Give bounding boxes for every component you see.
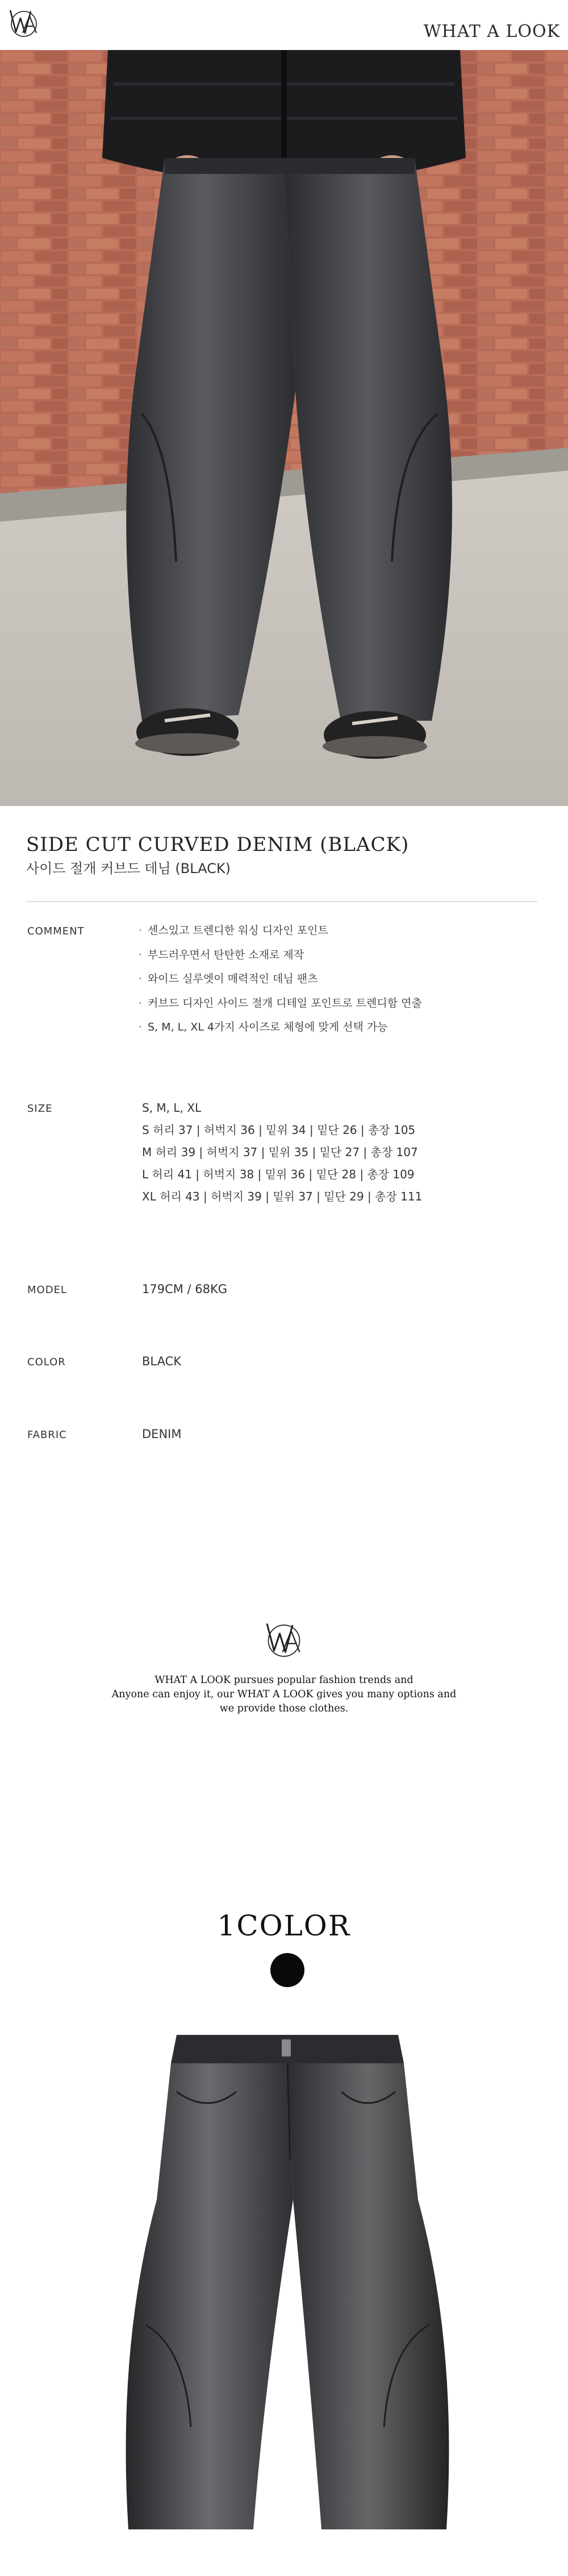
comment-item: · 와이드 실루엣이 매력적인 데님 팬츠 (139, 973, 318, 985)
story-logo-icon (261, 1617, 307, 1662)
size-line: XL 허리 43 | 허벅지 39 | 밑위 37 | 밑단 29 | 총장 111 (142, 1190, 423, 1203)
color-label: COLOR (27, 1356, 66, 1368)
color-value: BLACK (142, 1355, 182, 1368)
model-value: 179CM / 68KG (142, 1282, 228, 1296)
size-list (142, 1101, 422, 1212)
color-count-title: 1COLOR (217, 1909, 351, 1942)
story-line: we provide those clothes. (219, 1703, 349, 1714)
comment-item: · 부드러우면서 탄탄한 소재로 제작 (139, 948, 304, 961)
comment-item: · S, M, L, XL 4가지 사이즈로 체형에 맞게 선택 가능 (139, 1021, 388, 1033)
fabric-value: DENIM (142, 1427, 182, 1441)
size-line: S 허리 37 | 허벅지 36 | 밑위 34 | 밑단 26 | 총장 105 (142, 1123, 416, 1137)
story-line: Anyone can enjoy it, our WHAT A LOOK gives you many options and (111, 1689, 457, 1700)
color-swatch-black[interactable] (270, 1953, 304, 1987)
size-label: SIZE (27, 1103, 53, 1115)
header (0, 0, 568, 50)
hero-photo (0, 50, 568, 806)
product-flat-photo (123, 2029, 452, 2541)
size-line: L 허리 41 | 허벅지 38 | 밑위 36 | 밑단 28 | 총장 109 (142, 1167, 415, 1181)
brand-name[interactable]: WHAT A LOOK (423, 22, 560, 41)
brand-story (80, 1673, 488, 1716)
brand-logo-icon[interactable] (6, 5, 42, 41)
hero-photo-jeans-icon (0, 50, 568, 806)
size-line: S, M, L, XL (142, 1101, 202, 1115)
product-title-en: SIDE CUT CURVED DENIM (BLACK) (26, 833, 410, 856)
size-line: M 허리 39 | 허벅지 37 | 밑위 35 | 밑단 27 | 총장 107 (142, 1145, 418, 1159)
model-label: MODEL (27, 1284, 67, 1296)
story-line: WHAT A LOOK pursues popular fashion trends and (154, 1675, 414, 1686)
fabric-label: FABRIC (27, 1429, 67, 1441)
jeans-flat-icon (123, 2029, 452, 2541)
comment-item: · 커브드 디자인 사이드 절개 디테일 포인트로 트렌디함 연출 (139, 996, 422, 1009)
title-divider (26, 901, 537, 902)
comment-label: COMMENT (27, 925, 85, 937)
comment-list (139, 924, 422, 1045)
product-title-ko: 사이드 절개 커브드 데님 (BLACK) (26, 861, 231, 876)
comment-item: · 센스있고 트렌디한 워싱 디자인 포인트 (139, 924, 328, 937)
